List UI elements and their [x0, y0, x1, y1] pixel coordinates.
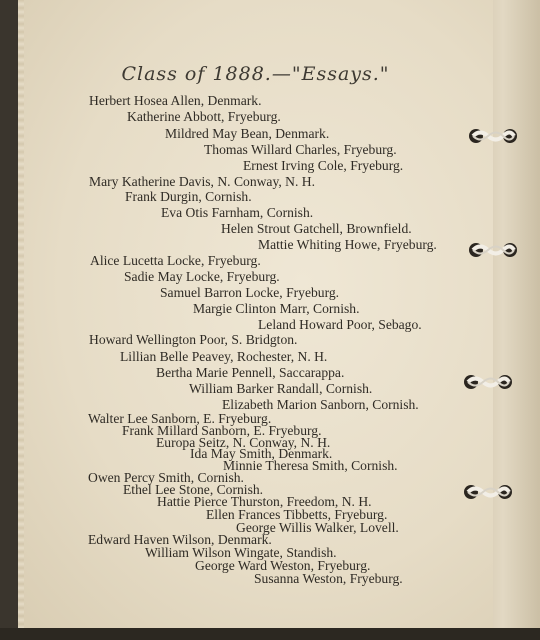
list-item: Susanna Weston, Fryeburg.	[254, 571, 403, 586]
list-item: Sadie May Locke, Fryeburg.	[124, 269, 280, 284]
list-item: Helen Strout Gatchell, Brownfield.	[221, 221, 412, 236]
list-item: Mary Katherine Davis, N. Conway, N. H.	[89, 174, 316, 189]
list-item: Samuel Barron Locke, Fryeburg.	[160, 285, 340, 300]
list-item: Ernest Irving Cole, Fryeburg.	[243, 158, 404, 173]
list-item: Margie Clinton Marr, Cornish.	[193, 301, 360, 316]
binding-ring-icon	[468, 128, 518, 144]
list-item: Alice Lucetta Locke, Fryeburg.	[90, 253, 261, 268]
list-item: Ellen Frances Tibbetts, Fryeburg.	[206, 507, 388, 522]
list-item: Eva Otis Farnham, Cornish.	[161, 205, 314, 220]
list-item: Frank Durgin, Cornish.	[125, 189, 252, 204]
list-item: Howard Wellington Poor, S. Bridgton.	[89, 332, 298, 347]
list-item: Lillian Belle Peavey, Rochester, N. H.	[120, 349, 328, 364]
list-item: George Ward Weston, Fryeburg.	[195, 558, 371, 573]
binding-ring-icon	[463, 374, 513, 390]
list-item: Europa Seitz, N. Conway, N. H.	[156, 435, 331, 450]
list-item: William Barker Randall, Cornish.	[189, 381, 373, 396]
list-item: William Wilson Wingate, Standish.	[145, 545, 337, 560]
list-item: Leland Howard Poor, Sebago.	[258, 317, 422, 332]
list-item: Ida May Smith, Denmark.	[190, 446, 333, 461]
list-item: Katherine Abbott, Fryeburg.	[127, 109, 281, 124]
table-background	[0, 628, 540, 640]
list-item: Elizabeth Marion Sanborn, Cornish.	[222, 397, 419, 412]
list-item: Mildred May Bean, Denmark.	[165, 126, 330, 141]
list-item: George Willis Walker, Lovell.	[236, 520, 399, 535]
deckled-page-edge	[18, 0, 24, 628]
page-title: Class of 1888.—"Essays."	[121, 63, 390, 85]
list-item: Walter Lee Sanborn, E. Fryeburg.	[88, 411, 272, 426]
list-item: Mattie Whiting Howe, Fryeburg.	[258, 237, 437, 252]
list-item: Thomas Willard Charles, Fryeburg.	[204, 142, 397, 157]
list-item: Ethel Lee Stone, Cornish.	[123, 482, 264, 497]
list-item: Owen Percy Smith, Cornish.	[88, 470, 244, 485]
list-item: Bertha Marie Pennell, Saccarappa.	[156, 365, 345, 380]
list-item: Herbert Hosea Allen, Denmark.	[89, 93, 262, 108]
list-item: Frank Millard Sanborn, E. Fryeburg.	[122, 423, 322, 438]
list-item: Hattie Pierce Thurston, Freedom, N. H.	[157, 494, 372, 509]
binding-ring-icon	[468, 242, 518, 258]
binding-ring-icon	[463, 484, 513, 500]
list-item: Edward Haven Wilson, Denmark.	[88, 532, 272, 547]
list-item: Minnie Theresa Smith, Cornish.	[223, 458, 398, 473]
